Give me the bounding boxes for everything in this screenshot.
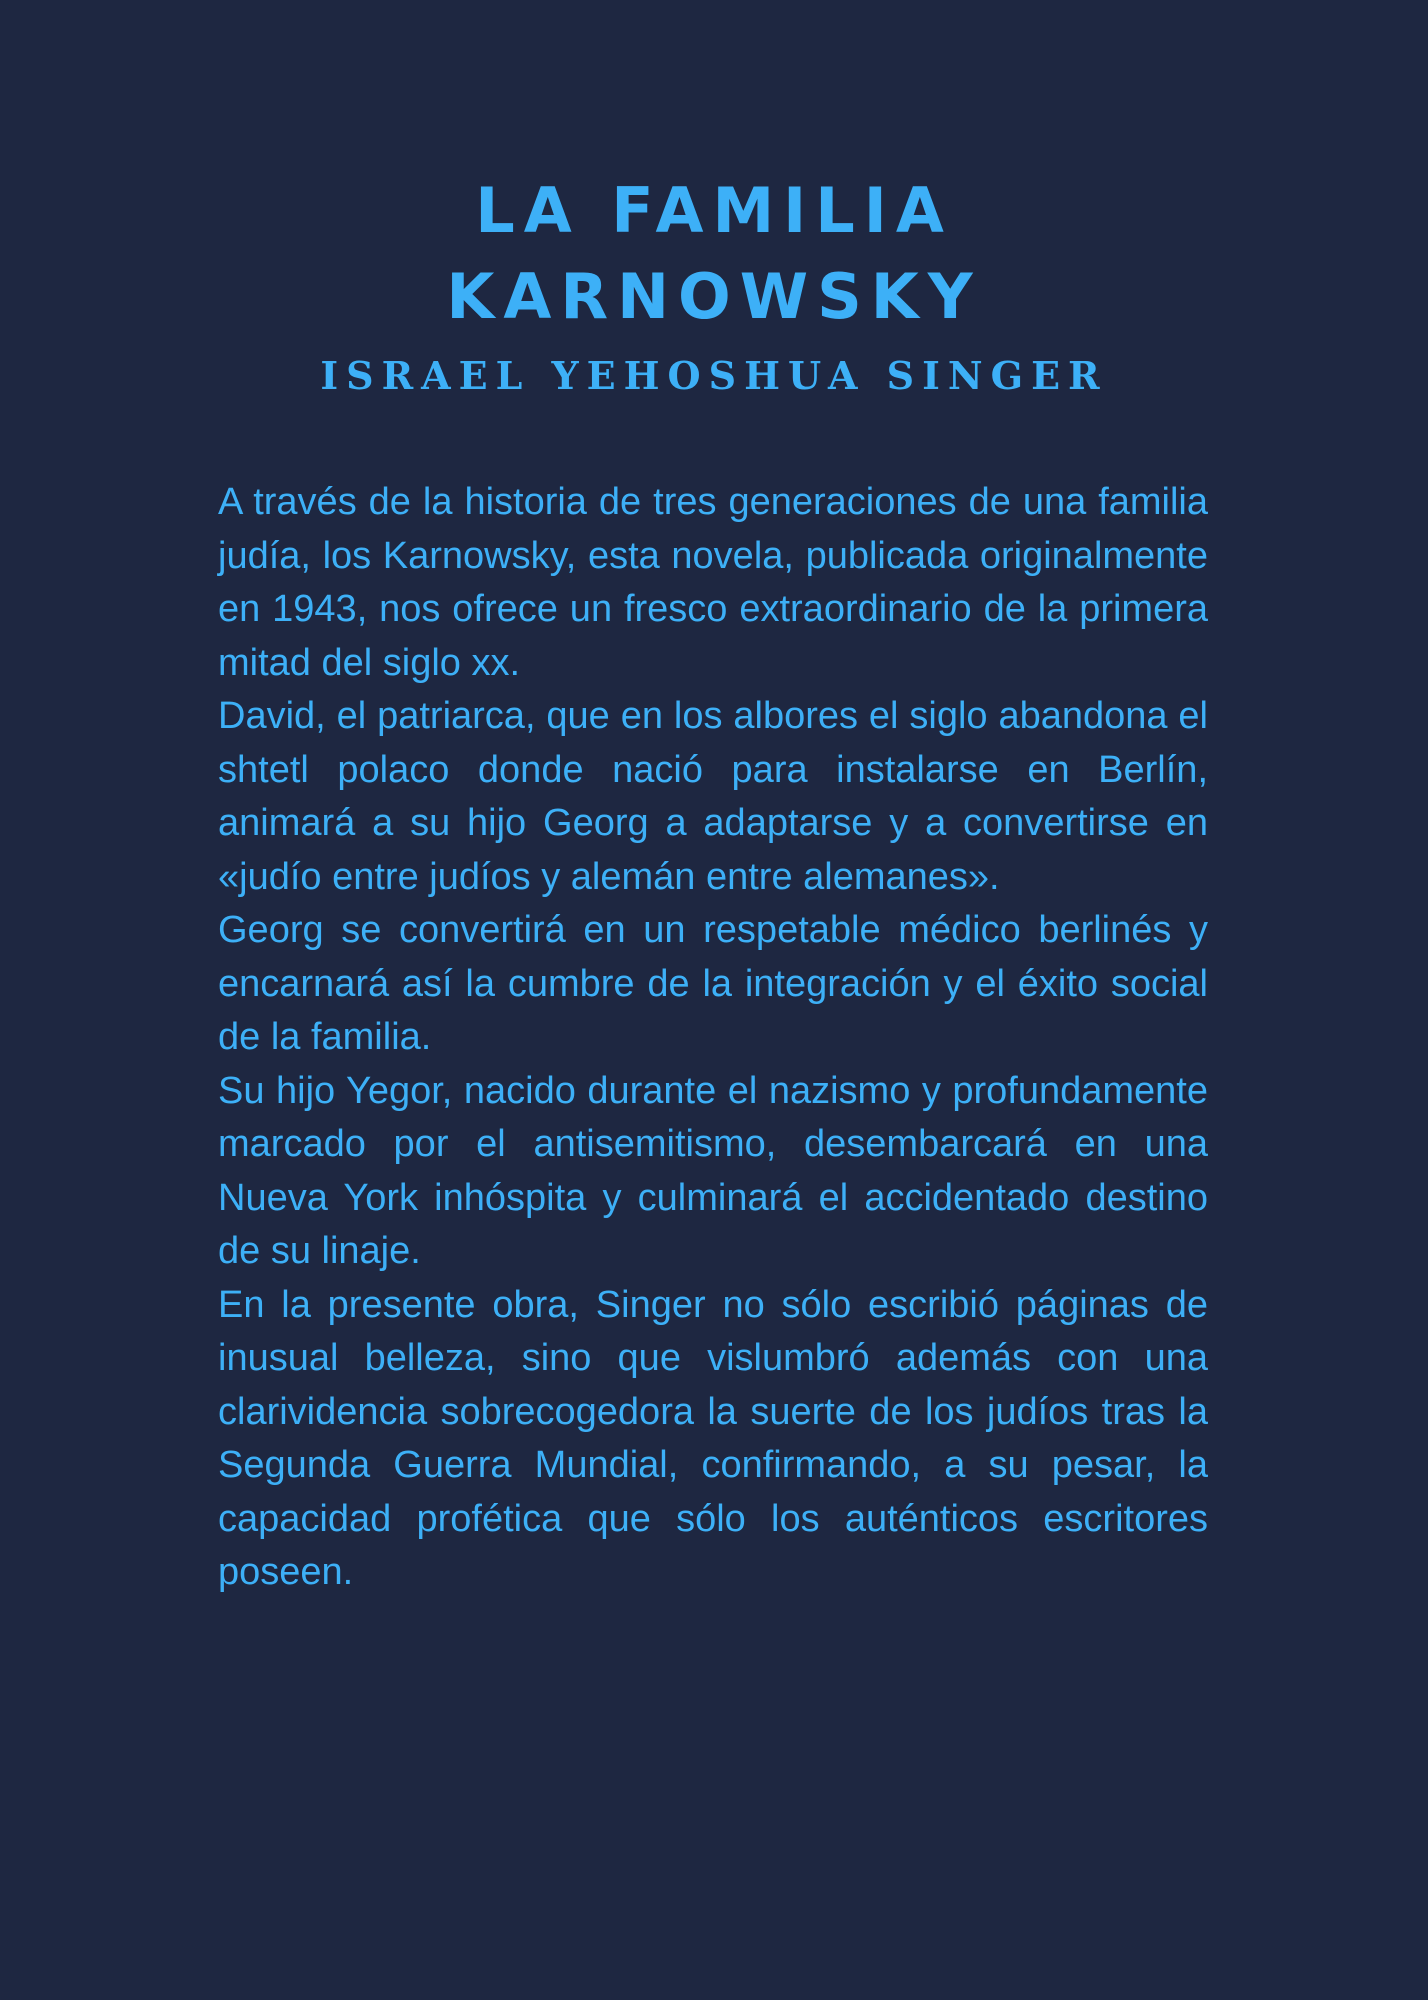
synopsis-paragraph-2: David, el patriarca, que en los albores el siglo abandona el shtetl polaco donde nació para instalarse en Berlín, animará a su hijo Georg a adaptarse y a convertirse en «judío entre judíos y alemán entre alemanes». [218, 695, 1208, 898]
book-title-line-2: KARNOWSKY [446, 260, 982, 333]
synopsis-paragraph-1: A través de la historia de tres generaciones de una familia judía, los Karnowsky, esta novela, publicada originalmente en 1943, nos ofrece un fresco extraordinario de la primera mitad del siglo xx. [218, 481, 1208, 684]
author-name: ISRAEL YEHOSHUA SINGER [320, 353, 1108, 398]
synopsis-paragraph-3: Georg se convertirá en un respetable médico berlinés y encarnará así la cumbre de la integración y el éxito social de la familia. [218, 909, 1208, 1058]
book-title-line-1: LA FAMILIA [475, 174, 953, 247]
synopsis-paragraph-4: Su hijo Yegor, nacido durante el nazismo y profundamente marcado por el antisemitismo, desembarcará en una Nueva York inhóspita y culminará el accidentado destino de su linaje. [218, 1069, 1208, 1272]
synopsis [218, 476, 1208, 1600]
book-title [0, 168, 1428, 340]
synopsis-paragraph-5: En la presente obra, Singer no sólo escribió páginas de inusual belleza, sino que vislumbró además con una clarividencia sobrecogedora la suerte de los judíos tras la Segunda Guerra Mundial, confirmando, a su pesar, la capacidad profética que sólo los auténticos escritores poseen. [218, 1283, 1208, 1593]
